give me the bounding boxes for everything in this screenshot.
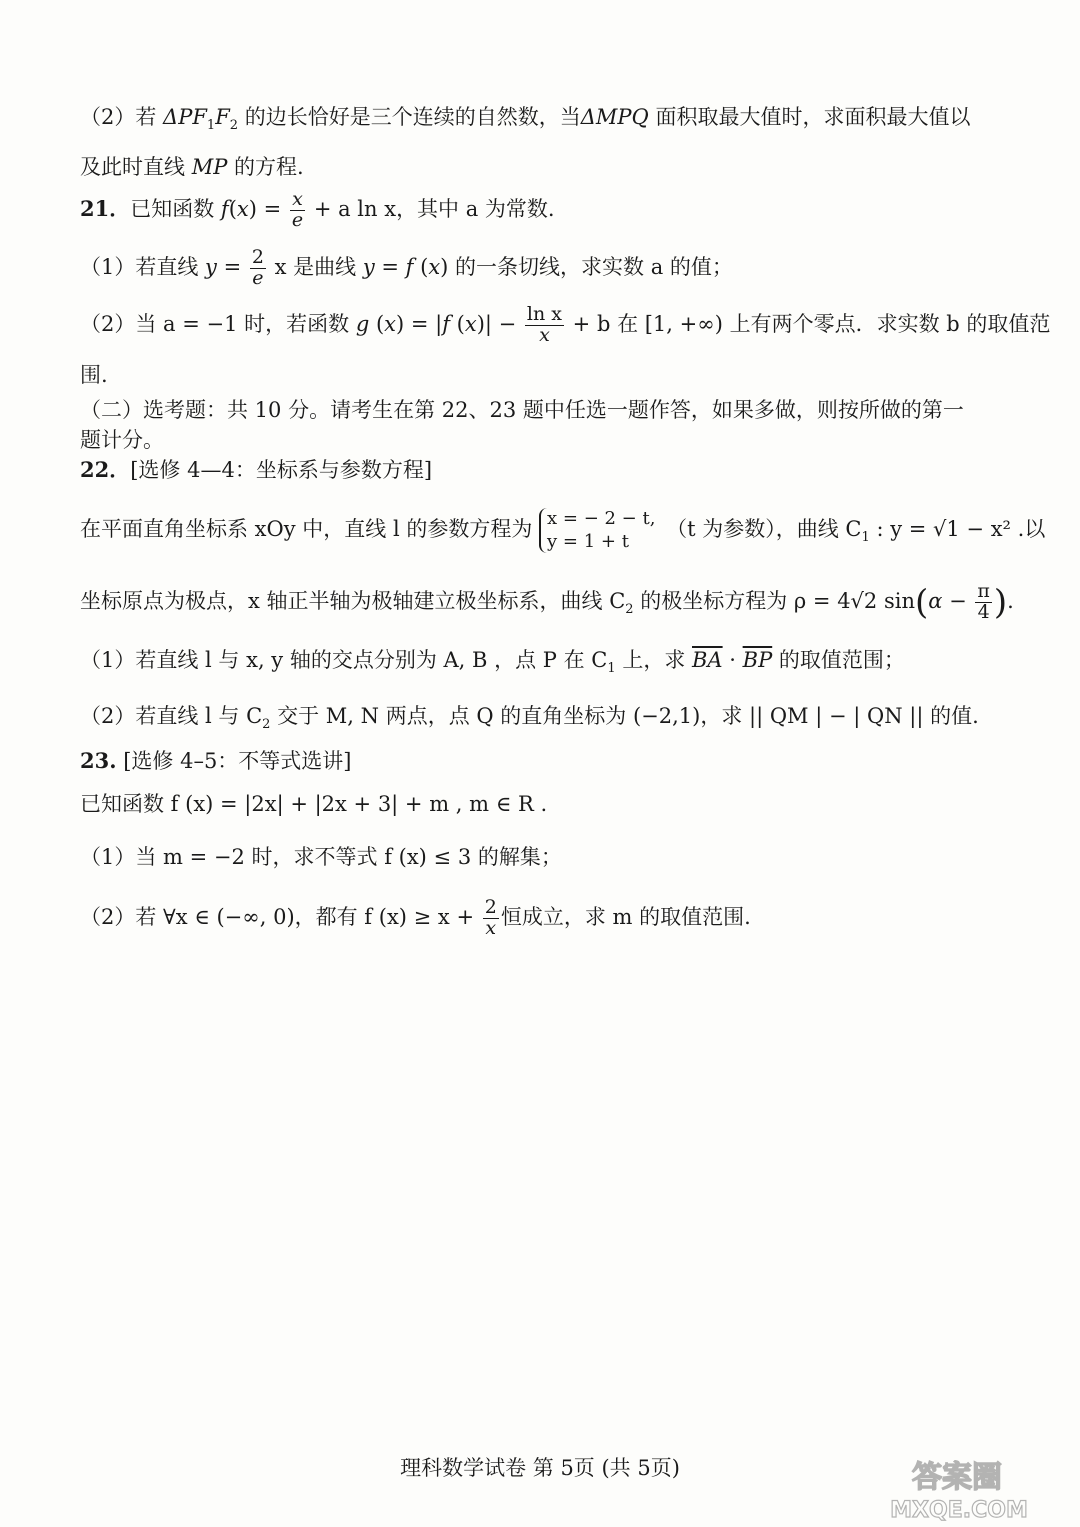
q20-part2-line2: 及此时直线 MP 的方程. — [80, 155, 304, 179]
q21-part2-fraction: $\frac{\text{ln x}}{x}$ — [526, 303, 562, 346]
q21-part1-fraction: $\frac{2}{e}$ — [251, 246, 264, 289]
q22-param-system: x = − 2 − t, y = 1 + t — [539, 508, 659, 553]
q23-title: 23. [选修 4–5：不等式选讲] — [80, 748, 352, 773]
q23-fraction: $\frac{2}{x}$ — [484, 896, 497, 939]
q21-part2: （2）当 a = −1 时，若函数 g (x) = |f (x)| − $\frac{\text{ln x}}{x}$ + b 在 [1, +∞) 上有两个零点．求实数 b 的取值范 — [80, 303, 1051, 346]
q22-part1: （1）若直线 l 与 x, y 轴的交点分别为 A, B ，点 P 在 $C_1$ 上，求 $\overline{BA} \cdot \overline{BP}$ 的取值范围； — [80, 648, 905, 677]
q21-part2-cont: 围. — [80, 363, 108, 387]
q22-line2: 坐标原点为极点，x 轴正半轴为极轴建立极坐标系，曲线 $C_2$ 的极坐标方程为 ρ = 4√2 sin(α − $\frac{\pi}{4}$ ). — [80, 580, 1014, 623]
q23-part1: （1）当 m = −2 时，求不等式 f (x) ≤ 3 的解集； — [80, 845, 562, 869]
q23-part2: （2）若 ∀x ∈ (−∞, 0)，都有 f (x) ≥ x + $\frac{2}{x}$ 恒成立，求 m 的取值范围. — [80, 896, 751, 939]
q20-part2-line1: （2）若 $\Delta PF_1F_2$ 的边长恰好是三个连续的自然数，当ΔMPQ 面积取最大值时，求面积最大值以 — [80, 105, 971, 134]
watermark-bottom: MXQE.COM — [890, 1498, 1028, 1521]
q21-intro: 21．已知函数 f(x) = $\frac{x}{e}$ + a ln x，其中 a 为常数. — [80, 188, 555, 231]
q21-part1: （1）若直线 y = $\frac{2}{e}$ x 是曲线 y = f (x) 的一条切线，求实数 a 的值； — [80, 246, 733, 289]
q21-fraction: $\frac{x}{e}$ — [291, 188, 304, 231]
q22-title: 22．[选修 4—4：坐标系与参数方程] — [80, 457, 433, 482]
section2-line1: （二）选考题：共 10 分。请考生在第 22、23 题中任选一题作答，如果多做，则按所做的第一 — [80, 398, 964, 422]
q22-pi-fraction: $\frac{\pi}{4}$ — [977, 580, 990, 623]
q22-part2: （2）若直线 l 与 $C_2$ 交于 M, N 两点，点 Q 的直角坐标为 (−2,1)，求 || QM | − | QN || 的值. — [80, 704, 979, 733]
q22-line1: 在平面直角坐标系 xOy 中，直线 l 的参数方程为 x = − 2 − t, y = 1 + t （t 为参数），曲线 $C_1$ : y = √1 − x² .以 — [80, 508, 1046, 552]
watermark-top: 答案圈 — [912, 1460, 1002, 1495]
q23-intro: 已知函数 f (x) = |2x| + |2x + 3| + m , m ∈ R . — [80, 792, 548, 816]
watermark-logo — [857, 1455, 1062, 1521]
page-footer: 理科数学试卷 第 5页 (共 5页) — [400, 1456, 680, 1480]
section2-line2: 题计分。 — [80, 428, 164, 452]
